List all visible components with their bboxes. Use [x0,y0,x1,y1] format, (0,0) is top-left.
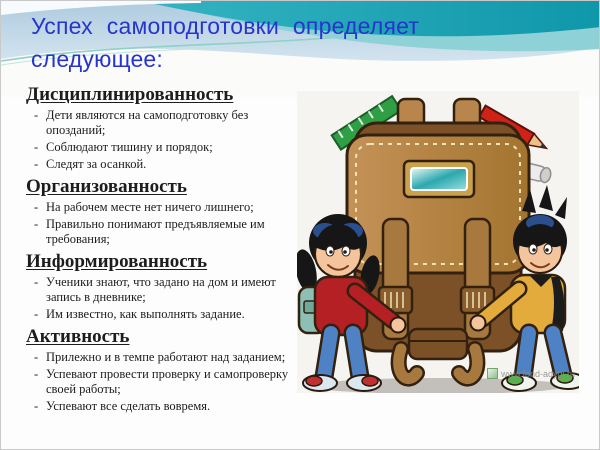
bullet-item: - Прилежно и в темпе работают над заданием; [34,350,290,365]
bullet-list [26,108,290,172]
section-discipline [26,84,290,172]
backpack-pocket [409,329,467,359]
bullet-item: - Следят за осанкой. [34,157,290,172]
slide-title-line1: Успех самоподготовки определяет [31,13,420,39]
bullet-list [26,275,290,322]
section-heading: Информированность [26,251,208,272]
section-heading: Дисциплинированность [26,84,234,105]
bullet-item: - Им известно, как выполнять задание. [34,307,290,322]
bullet-item: - Успевают все сделать вовремя. [34,399,290,414]
section-activity [26,326,290,414]
section-organization [26,176,290,247]
watermark-url: www.fond-adygi.ru [500,368,575,379]
bullet-item: - Успевают провести проверку и самопроверку своей работы; [34,367,290,397]
watermark [487,368,575,379]
slide-body [26,84,290,418]
section-heading: Активность [26,326,130,347]
bullet-item: - Правильно понимают предъявляемые им требования; [34,217,290,247]
watermark-logo-icon [487,368,498,379]
bullet-item: - Ученики знают, что задано на дом и имеют запись в дневнике; [34,275,290,305]
section-heading: Организованность [26,176,187,197]
bullet-item: - Соблюдают тишину и порядок; [34,140,290,155]
bullet-list [26,200,290,247]
backpack-flap [347,135,529,273]
bullet-item: - Дети являются на самоподготовку без опозданий; [34,108,290,138]
bullet-item: - На рабочем месте нет ничего лишнего; [34,200,290,215]
slide-title-line2: следующее: [31,46,164,72]
bullet-list [26,350,290,414]
section-awareness [26,251,290,322]
backpack-kids-drawing [297,91,579,393]
illustration-kids-with-backpack [297,91,579,393]
slide-title [31,10,531,76]
